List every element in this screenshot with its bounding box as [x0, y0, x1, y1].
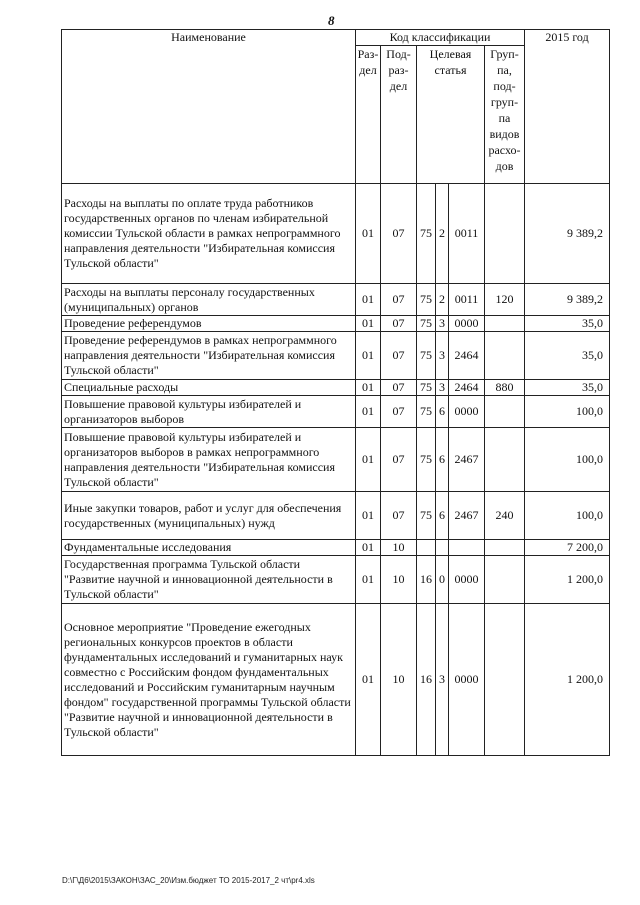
- row-vid: [485, 332, 525, 380]
- row-vid: [485, 428, 525, 492]
- header-row-top: [62, 30, 610, 46]
- row-amount: 7 200,0: [525, 540, 610, 556]
- row-cs-program: 16: [417, 556, 436, 604]
- row-name: Основное мероприятие "Проведение ежегодных региональных конкурсов проектов в области фундаментальных исследований и гуманитарных наук совместно с Российским фондом фундаментальных исследований и Российским гуманитарным научным фондом" государственной программы Тульской области "Развитие научной и инновационной деятельности в Тульской области": [62, 604, 356, 756]
- row-amount: 9 389,2: [525, 184, 610, 284]
- row-podrazdel: 07: [381, 492, 417, 540]
- row-name: Иные закупки товаров, работ и услуг для обеспечения государственных (муниципальных) нужд: [62, 492, 356, 540]
- row-vid: 120: [485, 284, 525, 316]
- row-cs-subprogram: 6: [436, 396, 449, 428]
- header-gruppa: Груп- па, под- груп- па видов расхо- дов: [485, 46, 525, 184]
- row-cs-direction: 2467: [449, 492, 485, 540]
- row-cs-subprogram: 3: [436, 604, 449, 756]
- row-cs-subprogram: 0: [436, 556, 449, 604]
- row-cs-program: 75: [417, 428, 436, 492]
- footer-file-path: D:\Г\Д6\2015\ЗАКОН\ЗАС_20\Изм.бюджет ТО 2015-2017_2 чт\pr4.xls: [62, 876, 315, 885]
- row-cs-program: 75: [417, 284, 436, 316]
- row-podrazdel: 07: [381, 332, 417, 380]
- row-vid: [485, 540, 525, 556]
- row-name: Государственная программа Тульской области "Развитие научной и инновационной деятельности в Тульской области": [62, 556, 356, 604]
- header-celevaya: Целевая статья: [417, 46, 485, 184]
- row-cs-program: 75: [417, 332, 436, 380]
- row-cs-subprogram: 2: [436, 184, 449, 284]
- row-name: Расходы на выплаты персоналу государственных (муниципальных) органов: [62, 284, 356, 316]
- row-name: Проведение референдумов: [62, 316, 356, 332]
- row-podrazdel: 07: [381, 428, 417, 492]
- row-name: Фундаментальные исследования: [62, 540, 356, 556]
- row-vid: [485, 396, 525, 428]
- table-row: [62, 184, 610, 284]
- row-cs-program: 75: [417, 380, 436, 396]
- row-cs-subprogram: 3: [436, 380, 449, 396]
- row-amount: 1 200,0: [525, 604, 610, 756]
- table-row: [62, 604, 610, 756]
- row-podrazdel: 07: [381, 380, 417, 396]
- row-podrazdel: 10: [381, 540, 417, 556]
- row-vid: [485, 556, 525, 604]
- header-name: Наименование: [62, 30, 356, 184]
- row-razdel: 01: [356, 380, 381, 396]
- row-cs-direction: 2464: [449, 332, 485, 380]
- row-podrazdel: 07: [381, 284, 417, 316]
- row-amount: 35,0: [525, 380, 610, 396]
- row-amount: 100,0: [525, 396, 610, 428]
- row-cs-direction: 0011: [449, 284, 485, 316]
- header-razdel: Раз- дел: [356, 46, 381, 184]
- row-cs-program: 75: [417, 184, 436, 284]
- row-cs-program: 75: [417, 492, 436, 540]
- row-cs-direction: 0000: [449, 396, 485, 428]
- row-amount: 9 389,2: [525, 284, 610, 316]
- row-name: Расходы на выплаты по оплате труда работников государственных органов по членам избирательной комиссии Тульской области в рамках непрограммного направления деятельности "Избирательная комиссия Тульской области": [62, 184, 356, 284]
- row-amount: 100,0: [525, 492, 610, 540]
- row-cs-direction: 0000: [449, 604, 485, 756]
- page-number: 8: [328, 13, 335, 28]
- row-cs-subprogram: [436, 540, 449, 556]
- row-vid: 240: [485, 492, 525, 540]
- row-name: Повышение правовой культуры избирателей и организаторов выборов: [62, 396, 356, 428]
- row-vid: 880: [485, 380, 525, 396]
- row-razdel: 01: [356, 184, 381, 284]
- budget-table: [61, 29, 610, 756]
- table-row: [62, 428, 610, 492]
- row-razdel: 01: [356, 332, 381, 380]
- row-vid: [485, 184, 525, 284]
- table-row: [62, 492, 610, 540]
- row-amount: 35,0: [525, 332, 610, 380]
- header-year: 2015 год: [525, 30, 610, 184]
- row-razdel: 01: [356, 492, 381, 540]
- table-row: [62, 380, 610, 396]
- table-row: [62, 396, 610, 428]
- row-podrazdel: 07: [381, 316, 417, 332]
- row-cs-direction: 0011: [449, 184, 485, 284]
- row-cs-program: 75: [417, 316, 436, 332]
- row-cs-program: 16: [417, 604, 436, 756]
- row-cs-direction: 2467: [449, 428, 485, 492]
- row-razdel: 01: [356, 396, 381, 428]
- header-podrazdel: Под- раз- дел: [381, 46, 417, 184]
- row-podrazdel: 07: [381, 396, 417, 428]
- row-cs-subprogram: 6: [436, 428, 449, 492]
- row-cs-subprogram: 6: [436, 492, 449, 540]
- table-row: [62, 316, 610, 332]
- row-razdel: 01: [356, 604, 381, 756]
- header-code-group: Код классификации: [356, 30, 525, 46]
- table-row: [62, 540, 610, 556]
- row-amount: 1 200,0: [525, 556, 610, 604]
- row-vid: [485, 604, 525, 756]
- row-cs-subprogram: 3: [436, 316, 449, 332]
- table-row: [62, 332, 610, 380]
- row-cs-subprogram: 3: [436, 332, 449, 380]
- row-amount: 35,0: [525, 316, 610, 332]
- row-cs-direction: 0000: [449, 556, 485, 604]
- row-razdel: 01: [356, 316, 381, 332]
- row-name: Специальные расходы: [62, 380, 356, 396]
- row-razdel: 01: [356, 540, 381, 556]
- row-name: Повышение правовой культуры избирателей и организаторов выборов в рамках непрограммного направления деятельности "Избирательная комиссия Тульской области": [62, 428, 356, 492]
- row-vid: [485, 316, 525, 332]
- row-podrazdel: 10: [381, 604, 417, 756]
- row-razdel: 01: [356, 556, 381, 604]
- row-amount: 100,0: [525, 428, 610, 492]
- row-name: Проведение референдумов в рамках непрограммного направления деятельности "Избирательная комиссия Тульской области": [62, 332, 356, 380]
- row-cs-program: 75: [417, 396, 436, 428]
- row-podrazdel: 07: [381, 184, 417, 284]
- row-cs-subprogram: 2: [436, 284, 449, 316]
- row-cs-direction: [449, 540, 485, 556]
- row-cs-direction: 2464: [449, 380, 485, 396]
- row-cs-direction: 0000: [449, 316, 485, 332]
- row-razdel: 01: [356, 284, 381, 316]
- row-razdel: 01: [356, 428, 381, 492]
- table-row: [62, 556, 610, 604]
- table-row: [62, 284, 610, 316]
- row-podrazdel: 10: [381, 556, 417, 604]
- row-cs-program: [417, 540, 436, 556]
